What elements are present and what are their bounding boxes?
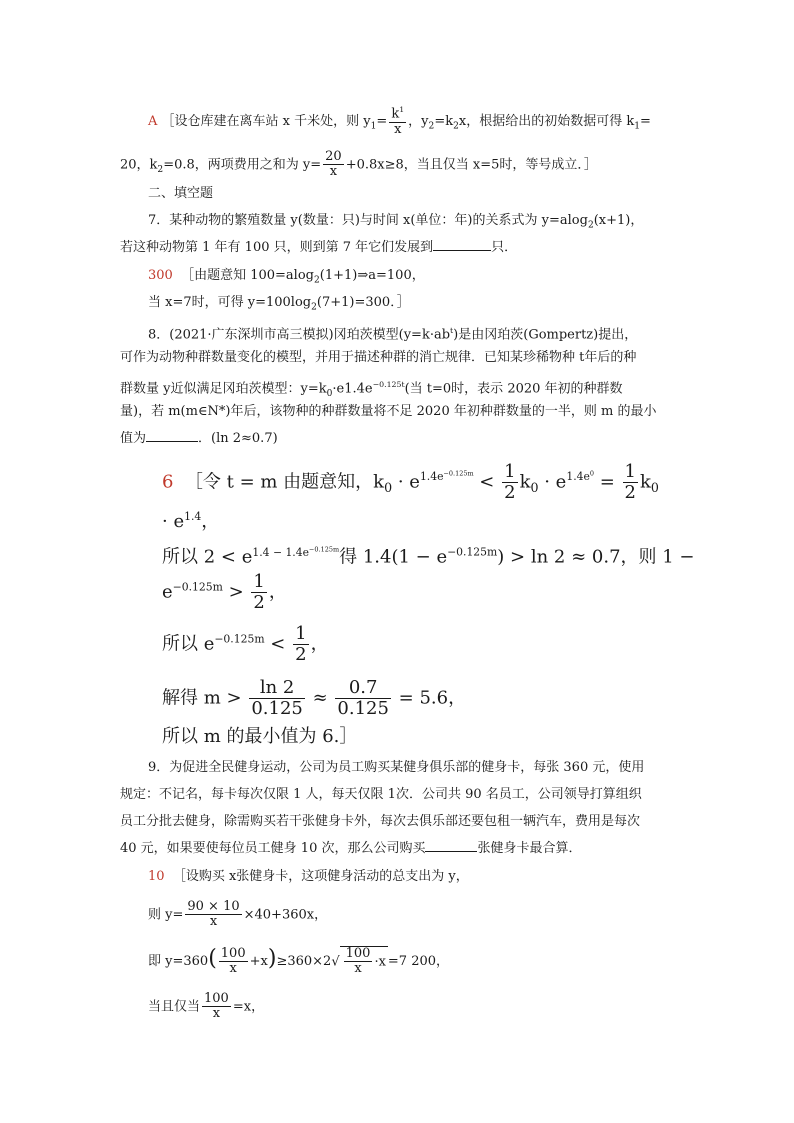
q9-answer-line-4: 当且仅当 $\frac{100}{x}$ =x，	[148, 991, 265, 1022]
q8-solution-line-3: 所以 $2 < e^{1.4 - 1.4e^{-0.125m}}$得 $1.4(1 - e^{-0.125m}) > \ln 2 \approx 0.7$，则 1 −	[162, 545, 695, 568]
q9-answer-line: 10 ［设购买 x张健身卡，这项健身活动的总支出为 y，	[148, 869, 469, 884]
q6-answer-line: A ［设仓库建在离车站 x 千米处，则 $y_1=$ $\frac{k^1}{x}$ ，$y_2=k_2x$，根据给出的初始数据可得 $k_1=$	[148, 105, 651, 137]
q9-line-4: 40 元，如果要使每位员工健身 10 次，那么公司购买 张健身卡最合算．	[120, 841, 582, 856]
q9-line-3: 员工分批去健身，除需购买若干张健身卡外，每次去俱乐部还要包租一辆汽车，费用是每次	[120, 814, 641, 829]
q7-answer: 300	[148, 268, 173, 283]
q8-solution-line-4: $e^{-0.125m}$ > $\frac{1}{2}$ ，	[162, 571, 287, 613]
q8-solution-line-5: 所以 $e^{-0.125m}$ < $\frac{1}{2}$ ，	[162, 623, 329, 665]
q8-solution-line-6: 解得 m > $\frac{\ln 2}{0.125}$ ≈ $\frac{0.7}{0.125}$ = 5.6，	[162, 677, 467, 719]
q6-answer: A	[148, 113, 158, 129]
q8-solution-line-7: 所以 m 的最小值为 6.］	[162, 726, 358, 747]
q8-solution-line-1: 6 ［令 t = m 由题意知，$k_0 \cdot e^{1.4e^{-0.125m}}$ < $\frac{1}{2}$ $k_0 \cdot e^{1.4e^0}$ = $\frac{1}{2}$ $k_0$	[162, 461, 659, 503]
q7-line-2: 若这种动物第 1 年有 100 只，则到第 7 年它们发展到 只．	[120, 240, 518, 255]
q8-answer: 6	[162, 471, 174, 493]
q9-line-1: 9．为促进全民健身运动，公司为员工购买某健身俱乐部的健身卡，每张 360 元，使用	[148, 760, 645, 775]
q8-line-1: 8．(2021·广东深圳市高三模拟)冈珀茨模型$(y=k\cdot ab^t)$是由冈珀茨(Gompertz)提出，	[148, 326, 638, 343]
q7-line-1: 7．某种动物的繁殖数量 y(数量：只)与时间 x(单位：年)的关系式为 y=alog$_2$(x+1)，	[148, 213, 644, 231]
section-title: 二、填空题	[148, 186, 214, 201]
q9-answer: 10	[148, 869, 165, 884]
q7-answer-line-2: 当 x=7时，可得 $y=100\log_2(7+1)=300$．］	[148, 295, 410, 313]
q7-answer-line: 300 ［由题意知 100=alog$_2$(1+1)⇒a=100，	[148, 268, 425, 286]
q8-solution-line-2: · $e^{1.4}$，	[162, 510, 220, 532]
q9-answer-line-2: 则 y= $\frac{90 \times 10}{x}$ ×40+360x，	[148, 899, 328, 930]
q8-line-2: 可作为动物种群数量变化的模型，并用于描述种群的消亡规律．已知某珍稀物种 t年后的种	[120, 350, 637, 365]
q8-line-4: 量)，若 m(m∈N*)年后，该物种的种群数量将不足 2020 年初种群数量的一半，则 m 的最小	[120, 404, 657, 419]
q8-line-3: 群数量 y近似满足冈珀茨模型：$y=k_0\cdot e1.4e^{-0.125t}$(当 t=0时，表示 2020 年初的种群数	[120, 380, 623, 399]
q9-answer-line-3: 即 y=360( $\frac{100}{x}$ +x)≥360×2√ $\frac{100}{x}$ ·x =7 200，	[148, 945, 450, 977]
q8-line-5: 值为 ．(ln 2≈0.7)	[120, 431, 278, 446]
q9-line-2: 规定：不记名，每卡每次仅限 1 人，每天仅限 1次．公司共 90 名员工，公司领导打算组织	[120, 787, 642, 802]
q6-answer-line-2: 20，$k_2=0.8$，两项费用之和为 y= $\frac{20}{x}$ +0.8x≥8，当且仅当 x=5时，等号成立．］	[120, 149, 597, 180]
